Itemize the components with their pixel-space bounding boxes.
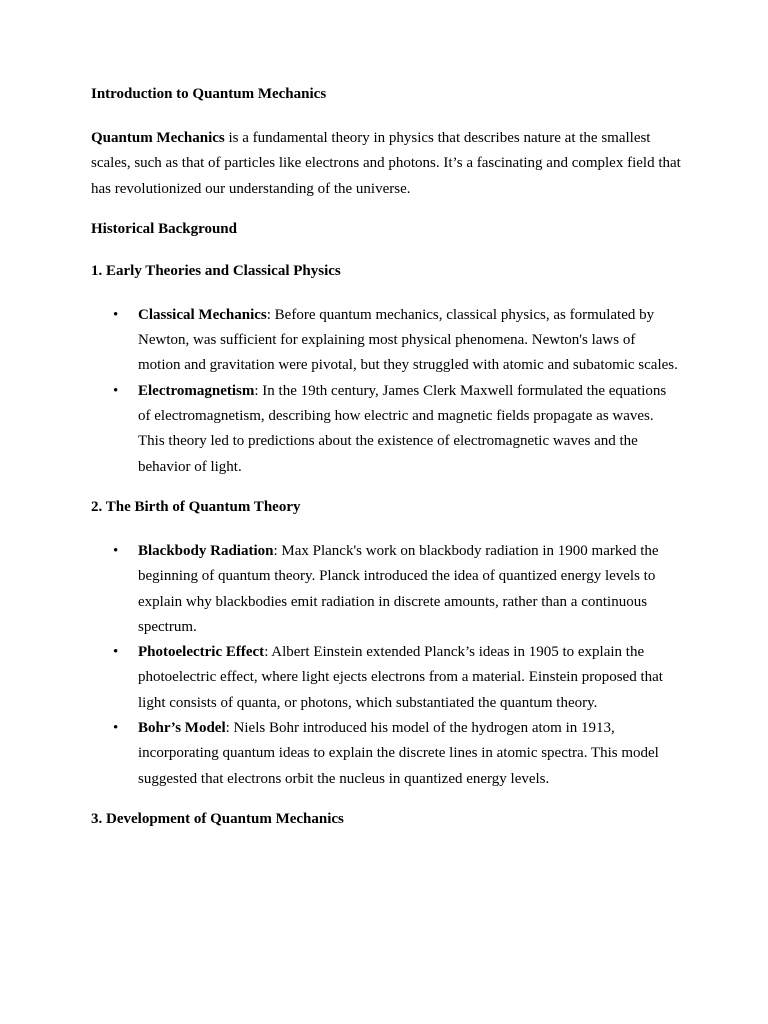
bullet-icon: •: [113, 306, 119, 323]
section-heading: 2. The Birth of Quantum Theory: [91, 498, 301, 515]
section-heading: 1. Early Theories and Classical Physics: [91, 262, 341, 279]
list-item: [91, 303, 681, 379]
list-item-text: : Before quantum mechanics, classical physics, as formulated by Newton, was sufficient for explaining most physical phenomena. Newton's laws of motion and gravitation were pivotal, but they struggled with atomic and subatomic scales.: [138, 306, 678, 374]
intro-term: Quantum Mechanics: [91, 130, 225, 146]
list-item-term: Blackbody Radiation: [138, 542, 274, 559]
historical-background-heading: Historical Background: [91, 220, 237, 237]
intro-paragraph: [91, 126, 681, 202]
list-item: [91, 716, 681, 792]
list-item-text: : Albert Einstein extended Planck’s ideas in 1905 to explain the photoelectric effect, where light ejects electrons from a material. Einstein proposed that light consists of quanta, or photons, which substantiated the quantum theory.: [138, 644, 663, 711]
bullet-list: [91, 303, 681, 480]
bullet-list: [91, 539, 681, 792]
bullet-icon: •: [113, 644, 119, 661]
list-item: [91, 379, 681, 480]
list-item: [91, 640, 681, 716]
document-title: Introduction to Quantum Mechanics: [91, 86, 327, 102]
list-item-text: : In the 19th century, James Clerk Maxwell formulated the equations of electromagnetism, describing how electric and magnetic fields propagate as waves. This theory led to predictions about the existence of electromagnetic waves and the behavior of light.: [138, 382, 667, 475]
intro-text: is a fundamental theory in physics that describes nature at the smallest scales, such as that of particles like electrons and photons. It’s a fascinating and complex field that has revolutionized our understanding of the universe.: [91, 130, 681, 197]
bullet-icon: •: [113, 382, 119, 399]
list-item-text: : Max Planck's work on blackbody radiation in 1900 marked the beginning of quantum theory. Planck introduced the idea of quantized energy levels to explain why blackbodies emit radiation in discrete amounts, rather than a continuous spectrum.: [138, 542, 659, 635]
bullet-icon: •: [113, 720, 119, 737]
list-item-term: Bohr’s Model: [138, 720, 226, 737]
bullet-icon: •: [113, 542, 119, 559]
list-item-text: : Niels Bohr introduced his model of the hydrogen atom in 1913, incorporating quantum ideas to explain the discrete lines in atomic spectra. This model suggested that electrons orbit the nucleus in quantized energy levels.: [138, 720, 659, 787]
list-item: [91, 539, 681, 640]
document-page: [91, 84, 681, 851]
list-item-term: Electromagnetism: [138, 382, 255, 399]
list-item-term: Classical Mechanics: [138, 306, 267, 323]
section-heading: 3. Development of Quantum Mechanics: [91, 810, 344, 827]
list-item-term: Photoelectric Effect: [138, 644, 265, 661]
